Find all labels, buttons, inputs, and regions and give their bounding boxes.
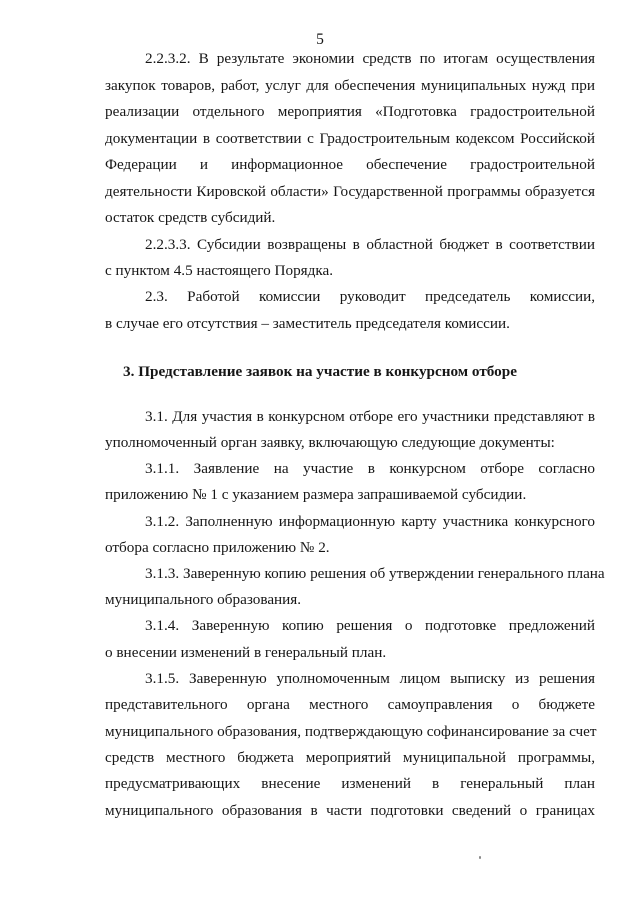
text-line: в случае его отсутствия – заместитель председателя комиссии.: [105, 315, 510, 332]
text-line: с пунктом 4.5 настоящего Порядка.: [105, 262, 334, 279]
text-line: 2.3. Работой комиссии руководит председатель комиссии,: [145, 288, 595, 305]
text-line: остаток средств субсидий.: [105, 209, 276, 226]
text-line: Федерации и информационное обеспечение градостроительной: [105, 156, 595, 173]
text-line: средств местного бюджета мероприятий муниципальной программы,: [105, 749, 595, 766]
text-line: закупок товаров, работ, услуг для обеспечения муниципальных нужд при: [105, 77, 595, 94]
text-line: 3.1.3. Заверенную копию решения об утверждении генерального плана: [145, 565, 605, 582]
page-number: 5: [316, 31, 324, 48]
text-line: уполномоченный орган заявку, включающую следующие документы:: [105, 434, 555, 451]
scan-speck: [479, 856, 481, 859]
text-line: 3.1.5. Заверенную уполномоченным лицом выписку из решения: [145, 670, 595, 687]
text-line: 3.1.4. Заверенную копию решения о подготовке предложений: [145, 617, 595, 634]
text-line: муниципального образования.: [105, 591, 302, 608]
text-line: представительного органа местного самоуправления о бюджете: [105, 696, 595, 713]
text-line: документации в соответствии с Градостроительным кодексом Российской: [105, 130, 595, 147]
text-line: 2.2.3.3. Субсидии возвращены в областной бюджет в соответствии: [145, 236, 595, 253]
text-line: 3.1. Для участия в конкурсном отборе его участники представляют в: [145, 408, 595, 425]
text-line: 3.1.1. Заявление на участие в конкурсном отборе согласно: [145, 460, 595, 477]
section-heading: 3. Представление заявок на участие в конкурсном отборе: [123, 363, 517, 380]
text-line: 3.1.2. Заполненную информационную карту участника конкурсного: [145, 513, 595, 530]
text-line: приложению № 1 с указанием размера запрашиваемой субсидии.: [105, 486, 527, 503]
text-line: о внесении изменений в генеральный план.: [105, 644, 387, 661]
text-line: отбора согласно приложению № 2.: [105, 539, 330, 556]
text-line: муниципального образования, подтверждающую софинансирование за счет: [105, 723, 597, 740]
text-line: муниципального образования в части подготовки сведений о границах: [105, 802, 595, 819]
text-line: реализации отдельного мероприятия «Подготовка градостроительной: [105, 103, 595, 120]
text-line: деятельности Кировской области» Государственной программы образуется: [105, 183, 595, 200]
text-line: 2.2.3.2. В результате экономии средств по итогам осуществления: [145, 50, 595, 67]
text-line: предусматривающих внесение изменений в генеральный план: [105, 775, 595, 792]
